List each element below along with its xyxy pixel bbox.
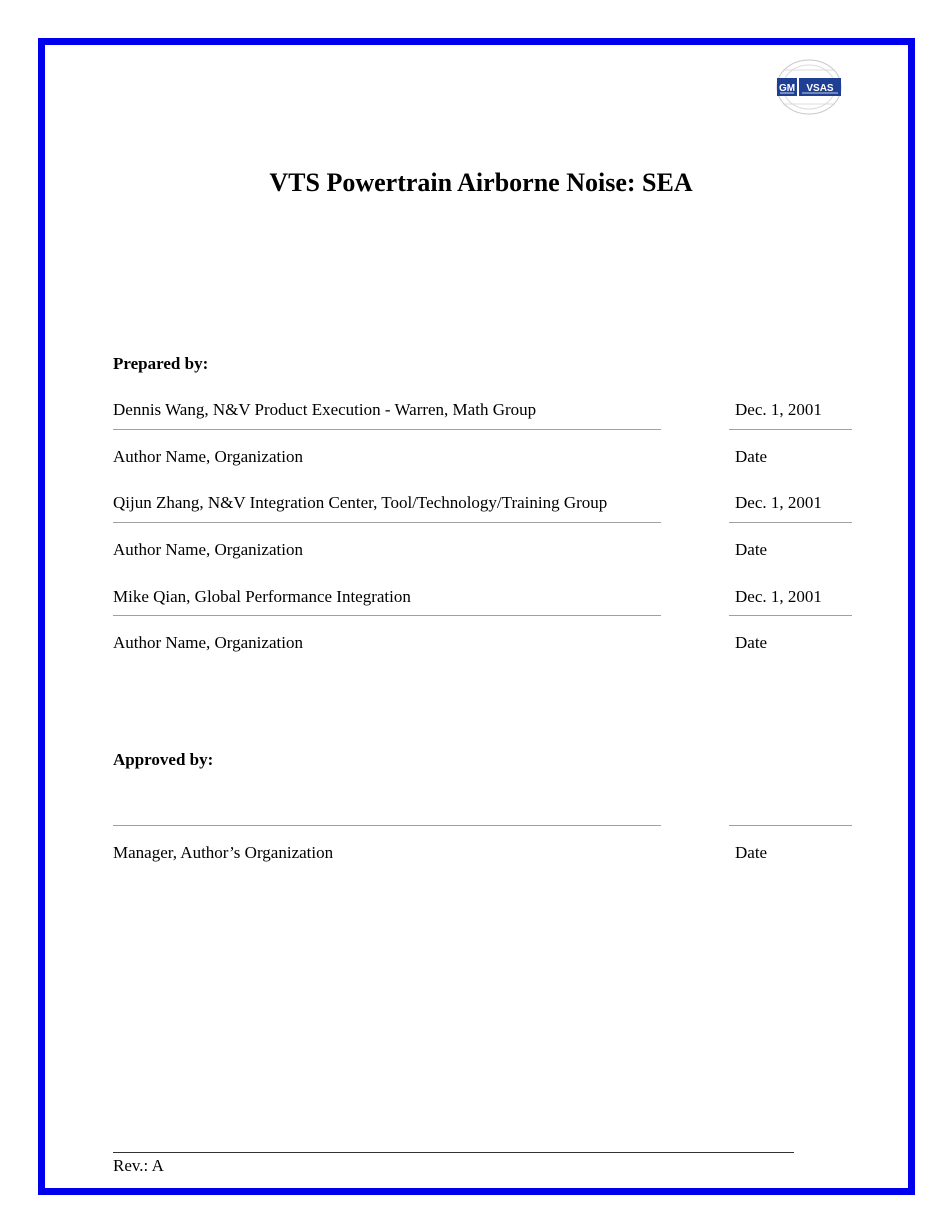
- logo-vsas-text: VSAS: [806, 83, 834, 94]
- author-date-2: Dec. 1, 2001: [735, 493, 822, 512]
- author-role-3: Author Name, Organization: [113, 633, 303, 652]
- date-label-2: Date: [735, 540, 768, 559]
- author-date-3: Dec. 1, 2001: [735, 587, 822, 606]
- date-line-2: [729, 522, 852, 523]
- approval-date-line: [729, 825, 852, 826]
- gm-vsas-logo: [775, 58, 843, 116]
- author-name-1: Dennis Wang, N&V Product Execution - Warren, Math Group: [113, 400, 537, 419]
- author-name-3: Mike Qian, Global Performance Integration: [113, 587, 411, 606]
- document-title: VTS Powertrain Airborne Noise: SEA: [269, 168, 693, 197]
- author-role-1: Author Name, Organization: [113, 447, 303, 466]
- author-name-2: Qijun Zhang, N&V Integration Center, Tool/Technology/Training Group: [113, 493, 608, 512]
- date-label-1: Date: [735, 447, 768, 466]
- approved-by-heading: Approved by:: [113, 750, 214, 769]
- footer-rule: [113, 1152, 794, 1153]
- signature-line-3: [113, 615, 661, 616]
- signature-line-1: [113, 429, 661, 430]
- signature-line-2: [113, 522, 661, 523]
- author-role-2: Author Name, Organization: [113, 540, 303, 559]
- page-border: [38, 38, 915, 1195]
- date-line-1: [729, 429, 852, 430]
- prepared-by-heading: Prepared by:: [113, 354, 209, 373]
- revision-label: Rev.: A: [113, 1156, 164, 1175]
- logo-gm-text: GM: [778, 83, 796, 94]
- approver-role: Manager, Author’s Organization: [113, 843, 334, 862]
- approval-signature-line: [113, 825, 661, 826]
- approval-date-label: Date: [735, 843, 768, 862]
- author-date-1: Dec. 1, 2001: [735, 400, 822, 419]
- date-label-3: Date: [735, 633, 768, 652]
- date-line-3: [729, 615, 852, 616]
